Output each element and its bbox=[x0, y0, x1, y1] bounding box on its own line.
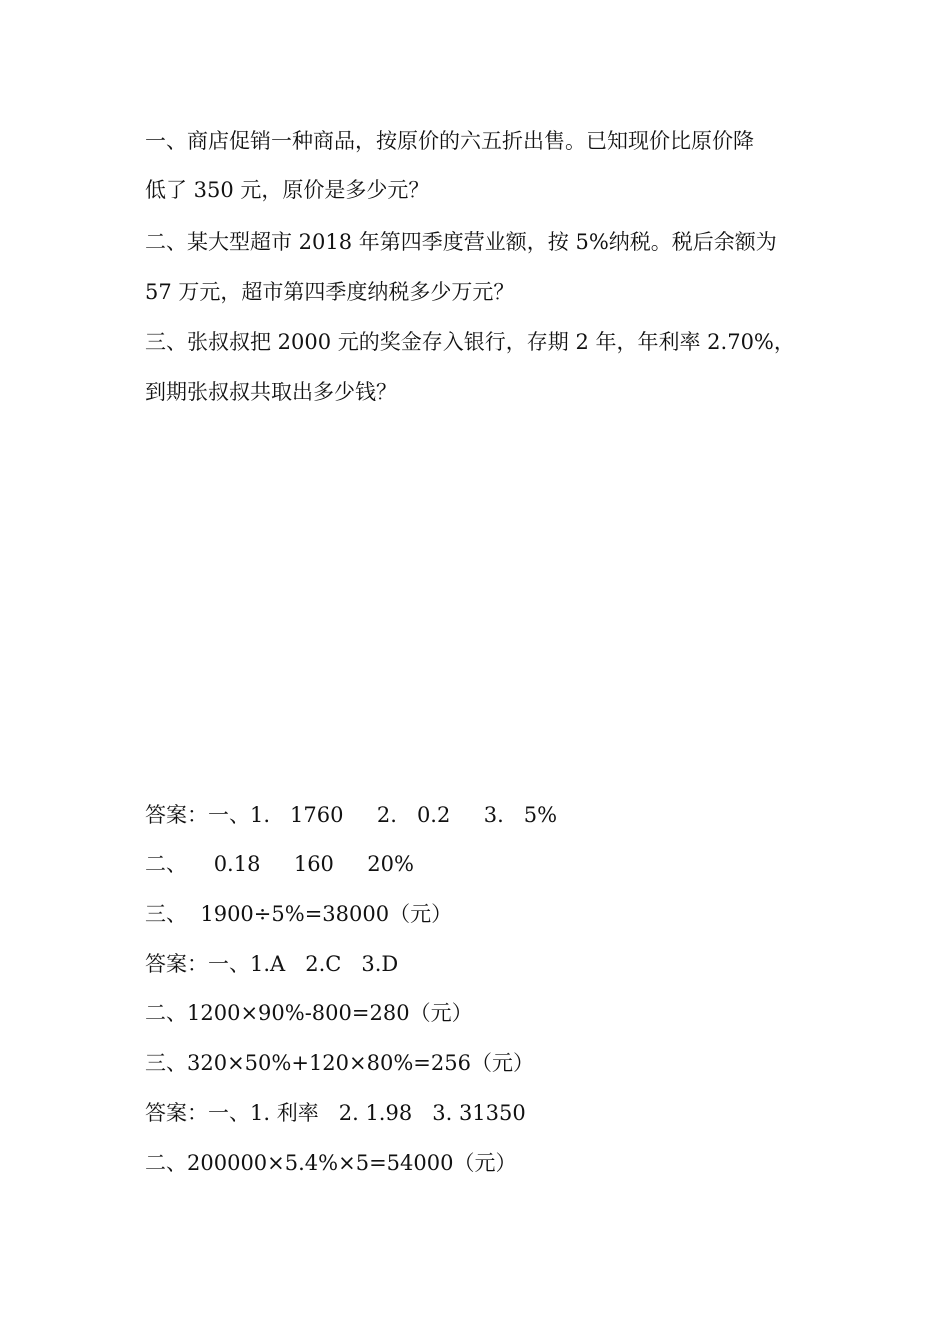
answer-line-1: 答案：一、1. 1760 2. 0.2 3. 5% bbox=[145, 803, 558, 827]
answer-line-6: 三、320×50%+120×80%=256（元） bbox=[145, 1051, 534, 1075]
question-3-line-1: 三、张叔叔把 2000 元的奖金存入银行，存期 2 年，年利率 2.70%， bbox=[145, 330, 795, 354]
question-2-line-2: 57 万元，超市第四季度纳税多少万元？ bbox=[145, 280, 515, 304]
answer-line-5: 二、1200×90%-800=280（元） bbox=[145, 1001, 473, 1025]
answer-line-4: 答案：一、1.A 2.C 3.D bbox=[145, 952, 399, 976]
answer-line-3: 三、 1900÷5%=38000（元） bbox=[145, 902, 453, 926]
question-2-line-1: 二、某大型超市 2018 年第四季度营业额，按 5%纳税。税后余额为 bbox=[145, 230, 777, 254]
question-3-line-2: 到期张叔叔共取出多少钱？ bbox=[145, 380, 397, 404]
answer-line-2: 二、 0.18 160 20% bbox=[145, 852, 414, 876]
question-1-line-2: 低了 350 元，原价是多少元？ bbox=[145, 178, 430, 202]
question-1-line-1: 一、商店促销一种商品，按原价的六五折出售。已知现价比原价降 bbox=[145, 129, 754, 153]
answer-line-7: 答案：一、1. 利率 2. 1.98 3. 31350 bbox=[145, 1101, 526, 1125]
answer-line-8: 二、200000×5.4%×5=54000（元） bbox=[145, 1151, 517, 1175]
